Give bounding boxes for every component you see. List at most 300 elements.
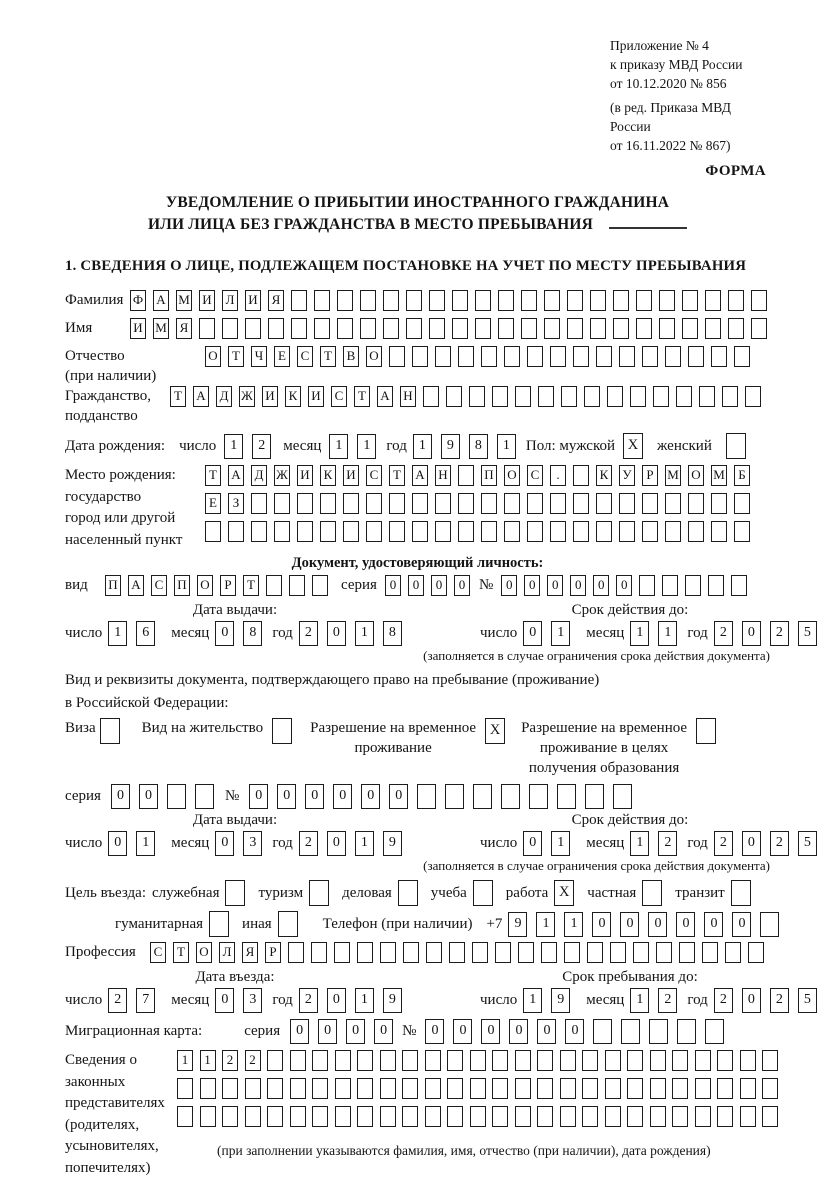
form-cell[interactable]	[728, 318, 744, 339]
form-cell[interactable]: Ф	[130, 290, 146, 311]
form-cell[interactable]: 1	[413, 434, 432, 459]
form-cell[interactable]	[728, 290, 744, 311]
form-cell[interactable]	[550, 521, 566, 542]
form-cell[interactable]	[268, 318, 284, 339]
form-cell[interactable]	[573, 493, 589, 514]
form-cell[interactable]	[705, 290, 721, 311]
form-cell[interactable]	[561, 386, 577, 407]
form-cell[interactable]	[596, 493, 612, 514]
form-cell[interactable]	[481, 346, 497, 367]
form-cell[interactable]	[662, 575, 678, 596]
form-cell[interactable]	[740, 1106, 756, 1127]
form-cell[interactable]	[653, 386, 669, 407]
form-cell[interactable]	[557, 784, 576, 809]
form-cell[interactable]	[412, 493, 428, 514]
form-cell[interactable]: 2	[770, 621, 789, 646]
form-cell[interactable]: Т	[354, 386, 370, 407]
form-cell[interactable]	[337, 318, 353, 339]
form-cell[interactable]	[639, 575, 655, 596]
form-cell[interactable]	[711, 346, 727, 367]
form-cell[interactable]	[665, 346, 681, 367]
form-cell[interactable]	[705, 318, 721, 339]
form-cell[interactable]	[278, 911, 298, 937]
form-cell[interactable]	[731, 575, 747, 596]
form-cell[interactable]	[642, 346, 658, 367]
form-cell[interactable]: И	[308, 386, 324, 407]
form-cell[interactable]	[475, 318, 491, 339]
form-cell[interactable]	[291, 318, 307, 339]
form-cell[interactable]	[458, 465, 474, 486]
form-cell[interactable]: 1	[630, 831, 649, 856]
form-cell[interactable]	[429, 290, 445, 311]
form-cell[interactable]	[458, 521, 474, 542]
form-cell[interactable]	[492, 1050, 508, 1071]
form-cell[interactable]	[734, 346, 750, 367]
form-cell[interactable]: А	[412, 465, 428, 486]
form-cell[interactable]: 2	[714, 988, 733, 1013]
form-cell[interactable]	[267, 1050, 283, 1071]
form-cell[interactable]: 9	[441, 434, 460, 459]
form-cell[interactable]	[642, 880, 662, 906]
form-cell[interactable]: Ч	[251, 346, 267, 367]
form-cell[interactable]: 1	[200, 1050, 216, 1071]
form-cell[interactable]: 0	[501, 575, 517, 596]
form-cell[interactable]: С	[297, 346, 313, 367]
form-cell[interactable]	[266, 575, 282, 596]
form-cell[interactable]	[636, 318, 652, 339]
form-cell[interactable]	[584, 386, 600, 407]
form-cell[interactable]: 3	[243, 831, 262, 856]
form-cell[interactable]	[222, 1078, 238, 1099]
form-cell[interactable]	[458, 493, 474, 514]
form-cell[interactable]: 0	[593, 575, 609, 596]
form-cell[interactable]: П	[481, 465, 497, 486]
form-cell[interactable]	[447, 1050, 463, 1071]
form-cell[interactable]: 0	[215, 831, 234, 856]
form-cell[interactable]	[656, 942, 672, 963]
form-cell[interactable]: 1	[551, 621, 570, 646]
form-cell[interactable]: 0	[425, 1019, 444, 1044]
form-cell[interactable]	[649, 1019, 668, 1044]
form-cell[interactable]	[740, 1078, 756, 1099]
form-cell[interactable]: 0	[361, 784, 380, 809]
form-cell[interactable]	[335, 1078, 351, 1099]
form-cell[interactable]: О	[205, 346, 221, 367]
form-cell[interactable]: 2	[108, 988, 127, 1013]
form-cell[interactable]: 0	[524, 575, 540, 596]
form-cell[interactable]	[518, 942, 534, 963]
form-cell[interactable]: 1	[658, 621, 677, 646]
form-cell[interactable]	[445, 784, 464, 809]
form-cell[interactable]: Т	[389, 465, 405, 486]
form-cell[interactable]: Я	[268, 290, 284, 311]
form-cell[interactable]	[676, 386, 692, 407]
form-cell[interactable]	[167, 784, 186, 809]
form-cell[interactable]: О	[196, 942, 212, 963]
form-cell[interactable]: Р	[220, 575, 236, 596]
form-cell[interactable]	[472, 942, 488, 963]
form-cell[interactable]: 5	[798, 988, 817, 1013]
form-cell[interactable]: 0	[327, 988, 346, 1013]
form-cell[interactable]	[550, 493, 566, 514]
form-cell[interactable]	[311, 942, 327, 963]
form-cell[interactable]	[470, 1050, 486, 1071]
form-cell[interactable]: 2	[245, 1050, 261, 1071]
form-cell[interactable]	[290, 1078, 306, 1099]
form-cell[interactable]	[672, 1078, 688, 1099]
form-cell[interactable]	[435, 521, 451, 542]
form-cell[interactable]	[222, 318, 238, 339]
form-cell[interactable]: З	[228, 493, 244, 514]
form-cell[interactable]	[696, 718, 716, 744]
form-cell[interactable]	[725, 942, 741, 963]
form-cell[interactable]	[288, 942, 304, 963]
form-cell[interactable]	[621, 1019, 640, 1044]
form-cell[interactable]	[567, 290, 583, 311]
form-cell[interactable]: М	[176, 290, 192, 311]
form-cell[interactable]: М	[711, 465, 727, 486]
form-cell[interactable]: С	[150, 942, 166, 963]
form-cell[interactable]: Т	[228, 346, 244, 367]
form-cell[interactable]	[360, 290, 376, 311]
form-cell[interactable]: К	[285, 386, 301, 407]
form-cell[interactable]: Е	[274, 346, 290, 367]
form-cell[interactable]	[688, 521, 704, 542]
form-cell[interactable]: Ж	[274, 465, 290, 486]
form-cell[interactable]	[590, 290, 606, 311]
form-cell[interactable]	[446, 386, 462, 407]
form-cell[interactable]: 0	[290, 1019, 309, 1044]
form-cell[interactable]: 0	[389, 784, 408, 809]
form-cell[interactable]	[426, 942, 442, 963]
form-cell[interactable]	[475, 290, 491, 311]
form-cell[interactable]	[357, 1106, 373, 1127]
form-cell[interactable]: О	[366, 346, 382, 367]
form-cell[interactable]	[573, 346, 589, 367]
form-cell[interactable]: 0	[453, 1019, 472, 1044]
form-cell[interactable]	[596, 521, 612, 542]
form-cell[interactable]: Д	[251, 465, 267, 486]
form-cell[interactable]	[650, 1106, 666, 1127]
form-cell[interactable]	[380, 1050, 396, 1071]
form-cell[interactable]	[314, 290, 330, 311]
form-cell[interactable]: Д	[216, 386, 232, 407]
form-cell[interactable]	[449, 942, 465, 963]
form-cell[interactable]	[560, 1050, 576, 1071]
form-cell[interactable]: Л	[219, 942, 235, 963]
form-cell[interactable]	[619, 346, 635, 367]
form-cell[interactable]: Б	[734, 465, 750, 486]
form-cell[interactable]	[225, 880, 245, 906]
form-cell[interactable]	[731, 880, 751, 906]
form-cell[interactable]	[672, 1050, 688, 1071]
form-cell[interactable]: О	[504, 465, 520, 486]
form-cell[interactable]: 0	[616, 575, 632, 596]
form-cell[interactable]	[665, 493, 681, 514]
form-cell[interactable]: Т	[243, 575, 259, 596]
form-cell[interactable]	[527, 521, 543, 542]
form-cell[interactable]	[627, 1050, 643, 1071]
form-cell[interactable]	[312, 1106, 328, 1127]
form-cell[interactable]	[685, 575, 701, 596]
form-cell[interactable]	[200, 1106, 216, 1127]
form-cell[interactable]	[695, 1106, 711, 1127]
form-cell[interactable]	[470, 1078, 486, 1099]
form-cell[interactable]: 1	[355, 621, 374, 646]
form-cell[interactable]: 1	[564, 912, 583, 937]
form-cell[interactable]: В	[343, 346, 359, 367]
form-cell[interactable]	[290, 1050, 306, 1071]
form-cell[interactable]: .	[550, 465, 566, 486]
form-cell[interactable]	[398, 880, 418, 906]
form-cell[interactable]	[504, 493, 520, 514]
form-cell[interactable]	[380, 1106, 396, 1127]
form-cell[interactable]: 0	[327, 831, 346, 856]
form-cell[interactable]: X	[485, 718, 505, 744]
form-cell[interactable]: 0	[111, 784, 130, 809]
form-cell[interactable]	[537, 1106, 553, 1127]
form-cell[interactable]	[504, 521, 520, 542]
form-cell[interactable]	[605, 1106, 621, 1127]
form-cell[interactable]	[200, 1078, 216, 1099]
form-cell[interactable]: М	[665, 465, 681, 486]
form-cell[interactable]: 0	[374, 1019, 393, 1044]
form-cell[interactable]	[274, 521, 290, 542]
form-cell[interactable]: 2	[770, 988, 789, 1013]
form-cell[interactable]	[760, 912, 779, 937]
form-cell[interactable]	[537, 1050, 553, 1071]
form-cell[interactable]	[702, 942, 718, 963]
form-cell[interactable]: 1	[536, 912, 555, 937]
form-cell[interactable]	[677, 1019, 696, 1044]
form-cell[interactable]	[630, 386, 646, 407]
form-cell[interactable]	[564, 942, 580, 963]
form-cell[interactable]	[406, 290, 422, 311]
form-cell[interactable]	[406, 318, 422, 339]
form-cell[interactable]	[521, 290, 537, 311]
form-cell[interactable]: С	[366, 465, 382, 486]
form-cell[interactable]	[717, 1078, 733, 1099]
form-cell[interactable]: 9	[508, 912, 527, 937]
form-cell[interactable]: 0	[481, 1019, 500, 1044]
form-cell[interactable]	[659, 318, 675, 339]
form-cell[interactable]: 2	[252, 434, 271, 459]
form-cell[interactable]	[688, 493, 704, 514]
form-cell[interactable]	[389, 493, 405, 514]
form-cell[interactable]: М	[153, 318, 169, 339]
form-cell[interactable]: Я	[242, 942, 258, 963]
form-cell[interactable]	[380, 942, 396, 963]
form-cell[interactable]	[504, 346, 520, 367]
form-cell[interactable]: Л	[222, 290, 238, 311]
form-cell[interactable]: 8	[383, 621, 402, 646]
form-cell[interactable]: 0	[318, 1019, 337, 1044]
form-cell[interactable]	[473, 784, 492, 809]
form-cell[interactable]	[682, 290, 698, 311]
form-cell[interactable]: 1	[224, 434, 243, 459]
form-cell[interactable]: И	[245, 290, 261, 311]
form-cell[interactable]: 2	[658, 831, 677, 856]
form-cell[interactable]	[619, 521, 635, 542]
form-cell[interactable]	[492, 1106, 508, 1127]
form-cell[interactable]	[452, 318, 468, 339]
form-cell[interactable]	[722, 386, 738, 407]
form-cell[interactable]	[642, 493, 658, 514]
form-cell[interactable]	[357, 1050, 373, 1071]
form-cell[interactable]: Т	[170, 386, 186, 407]
form-cell[interactable]: 1	[355, 831, 374, 856]
form-cell[interactable]	[550, 346, 566, 367]
form-cell[interactable]: Е	[205, 493, 221, 514]
form-cell[interactable]	[544, 290, 560, 311]
form-cell[interactable]: 0	[277, 784, 296, 809]
form-cell[interactable]	[515, 386, 531, 407]
form-cell[interactable]	[567, 318, 583, 339]
form-cell[interactable]: И	[297, 465, 313, 486]
form-cell[interactable]	[695, 1050, 711, 1071]
form-cell[interactable]	[734, 521, 750, 542]
form-cell[interactable]: А	[153, 290, 169, 311]
form-cell[interactable]	[425, 1078, 441, 1099]
form-cell[interactable]	[695, 1078, 711, 1099]
form-cell[interactable]	[425, 1050, 441, 1071]
form-cell[interactable]	[417, 784, 436, 809]
form-cell[interactable]	[228, 521, 244, 542]
form-cell[interactable]	[613, 290, 629, 311]
form-cell[interactable]	[205, 521, 221, 542]
form-cell[interactable]	[274, 493, 290, 514]
form-cell[interactable]: Я	[176, 318, 192, 339]
form-cell[interactable]: 2	[714, 621, 733, 646]
form-cell[interactable]	[343, 493, 359, 514]
form-cell[interactable]: 0	[333, 784, 352, 809]
form-cell[interactable]	[343, 521, 359, 542]
form-cell[interactable]	[582, 1078, 598, 1099]
form-cell[interactable]	[447, 1106, 463, 1127]
form-cell[interactable]	[717, 1050, 733, 1071]
form-cell[interactable]	[495, 942, 511, 963]
form-cell[interactable]	[679, 942, 695, 963]
form-cell[interactable]	[360, 318, 376, 339]
form-cell[interactable]: 6	[136, 621, 155, 646]
form-cell[interactable]: И	[199, 290, 215, 311]
form-cell[interactable]: 0	[454, 575, 470, 596]
form-cell[interactable]	[492, 386, 508, 407]
form-cell[interactable]: 0	[547, 575, 563, 596]
form-cell[interactable]	[642, 521, 658, 542]
form-cell[interactable]: 2	[299, 831, 318, 856]
form-cell[interactable]	[481, 521, 497, 542]
form-cell[interactable]: 9	[383, 988, 402, 1013]
form-cell[interactable]: 1	[355, 988, 374, 1013]
form-cell[interactable]	[435, 493, 451, 514]
form-cell[interactable]: С	[331, 386, 347, 407]
form-cell[interactable]: 0	[648, 912, 667, 937]
form-cell[interactable]	[593, 1019, 612, 1044]
form-cell[interactable]	[423, 386, 439, 407]
form-cell[interactable]	[672, 1106, 688, 1127]
form-cell[interactable]	[297, 493, 313, 514]
form-cell[interactable]: 1	[136, 831, 155, 856]
form-cell[interactable]: К	[320, 465, 336, 486]
form-cell[interactable]: X	[623, 433, 643, 459]
form-cell[interactable]	[537, 1078, 553, 1099]
form-cell[interactable]	[610, 942, 626, 963]
form-cell[interactable]	[560, 1106, 576, 1127]
form-cell[interactable]	[366, 493, 382, 514]
form-cell[interactable]	[402, 1050, 418, 1071]
form-cell[interactable]: 8	[469, 434, 488, 459]
form-cell[interactable]: 1	[177, 1050, 193, 1071]
form-cell[interactable]: 2	[222, 1050, 238, 1071]
form-cell[interactable]: 0	[704, 912, 723, 937]
form-cell[interactable]	[665, 521, 681, 542]
form-cell[interactable]	[402, 1106, 418, 1127]
form-cell[interactable]: 0	[592, 912, 611, 937]
form-cell[interactable]	[335, 1106, 351, 1127]
form-cell[interactable]	[389, 521, 405, 542]
form-cell[interactable]	[290, 1106, 306, 1127]
form-cell[interactable]: 0	[742, 988, 761, 1013]
form-cell[interactable]: 1	[497, 434, 516, 459]
form-cell[interactable]	[383, 318, 399, 339]
form-cell[interactable]	[412, 521, 428, 542]
form-cell[interactable]	[740, 1050, 756, 1071]
form-cell[interactable]: 1	[108, 621, 127, 646]
form-cell[interactable]	[596, 346, 612, 367]
form-cell[interactable]	[429, 318, 445, 339]
form-cell[interactable]	[627, 1106, 643, 1127]
form-cell[interactable]	[289, 575, 305, 596]
form-cell[interactable]	[314, 318, 330, 339]
form-cell[interactable]	[357, 1078, 373, 1099]
form-cell[interactable]	[573, 465, 589, 486]
form-cell[interactable]	[529, 784, 548, 809]
form-cell[interactable]: 0	[346, 1019, 365, 1044]
form-cell[interactable]: 2	[658, 988, 677, 1013]
form-cell[interactable]	[389, 346, 405, 367]
form-cell[interactable]	[541, 942, 557, 963]
form-cell[interactable]	[745, 386, 761, 407]
form-cell[interactable]	[544, 318, 560, 339]
form-cell[interactable]	[498, 318, 514, 339]
form-cell[interactable]	[582, 1050, 598, 1071]
form-cell[interactable]	[291, 290, 307, 311]
form-cell[interactable]: 7	[136, 988, 155, 1013]
form-cell[interactable]	[751, 318, 767, 339]
form-cell[interactable]: 0	[215, 621, 234, 646]
form-cell[interactable]: Н	[400, 386, 416, 407]
form-cell[interactable]: 0	[327, 621, 346, 646]
form-cell[interactable]: С	[527, 465, 543, 486]
form-cell[interactable]	[515, 1106, 531, 1127]
form-cell[interactable]: 2	[299, 621, 318, 646]
form-cell[interactable]	[245, 1106, 261, 1127]
form-cell[interactable]	[708, 575, 724, 596]
form-cell[interactable]	[590, 318, 606, 339]
form-cell[interactable]: Н	[435, 465, 451, 486]
form-cell[interactable]: 0	[215, 988, 234, 1013]
form-cell[interactable]	[688, 346, 704, 367]
form-cell[interactable]: 0	[523, 831, 542, 856]
form-cell[interactable]: О	[688, 465, 704, 486]
form-cell[interactable]	[267, 1078, 283, 1099]
form-cell[interactable]: К	[596, 465, 612, 486]
form-cell[interactable]: 0	[509, 1019, 528, 1044]
form-cell[interactable]	[605, 1078, 621, 1099]
form-cell[interactable]	[515, 1078, 531, 1099]
form-cell[interactable]: 8	[243, 621, 262, 646]
